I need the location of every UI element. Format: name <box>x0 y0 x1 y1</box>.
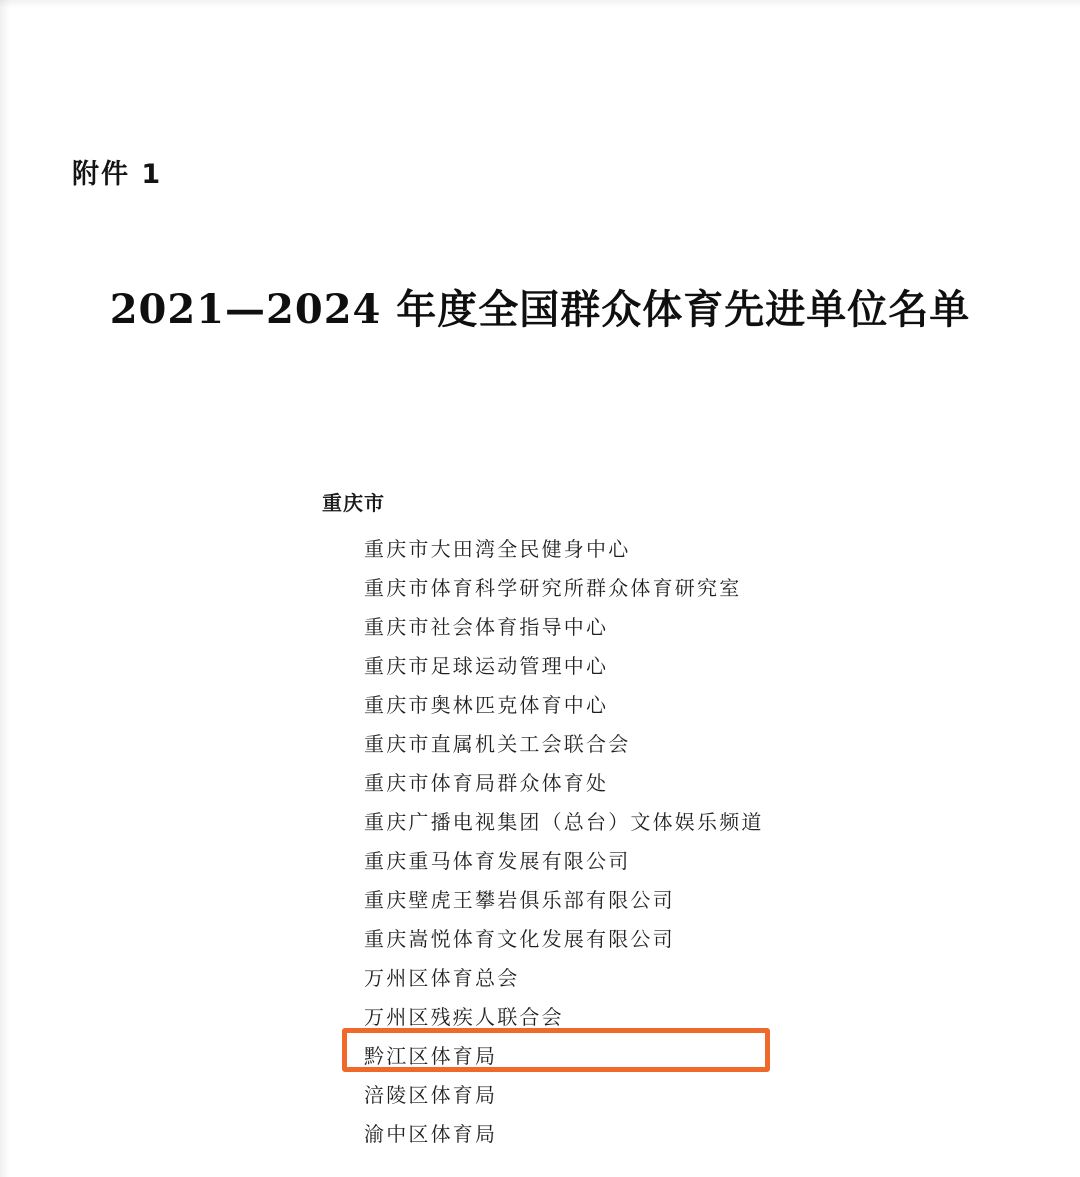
attachment-label: 附件 1 <box>72 159 163 190</box>
list-item: 万州区体育总会 <box>364 966 520 990</box>
page-edge-shadow-top <box>0 0 1080 8</box>
list-item: 重庆市体育局群众体育处 <box>364 771 609 795</box>
list-item: 重庆重马体育发展有限公司 <box>364 849 631 873</box>
list-item: 重庆市体育科学研究所群众体育研究室 <box>364 576 742 600</box>
page-title: 2021—2024 年度全国群众体育先进单位名单 <box>109 286 971 333</box>
list-item: 重庆市足球运动管理中心 <box>364 654 609 678</box>
list-item: 重庆市社会体育指导中心 <box>364 615 609 639</box>
list-item: 重庆广播电视集团（总台）文体娱乐频道 <box>364 810 764 834</box>
page-edge-shadow-left <box>0 0 10 1177</box>
region-heading: 重庆市 <box>322 491 385 515</box>
list-item: 重庆嵩悦体育文化发展有限公司 <box>364 927 675 951</box>
list-item: 涪陵区体育局 <box>364 1083 498 1107</box>
list-item: 重庆市直属机关工会联合会 <box>364 732 631 756</box>
list-item: 万州区残疾人联合会 <box>364 1005 564 1029</box>
unit-list-block <box>322 487 962 1154</box>
list-item: 重庆市奥林匹克体育中心 <box>364 693 609 717</box>
list-item: 重庆市大田湾全民健身中心 <box>364 537 631 561</box>
list-item-highlighted: 黔江区体育局 <box>364 1044 498 1068</box>
list-item: 渝中区体育局 <box>364 1122 498 1146</box>
list-item: 重庆壁虎王攀岩俱乐部有限公司 <box>364 888 675 912</box>
